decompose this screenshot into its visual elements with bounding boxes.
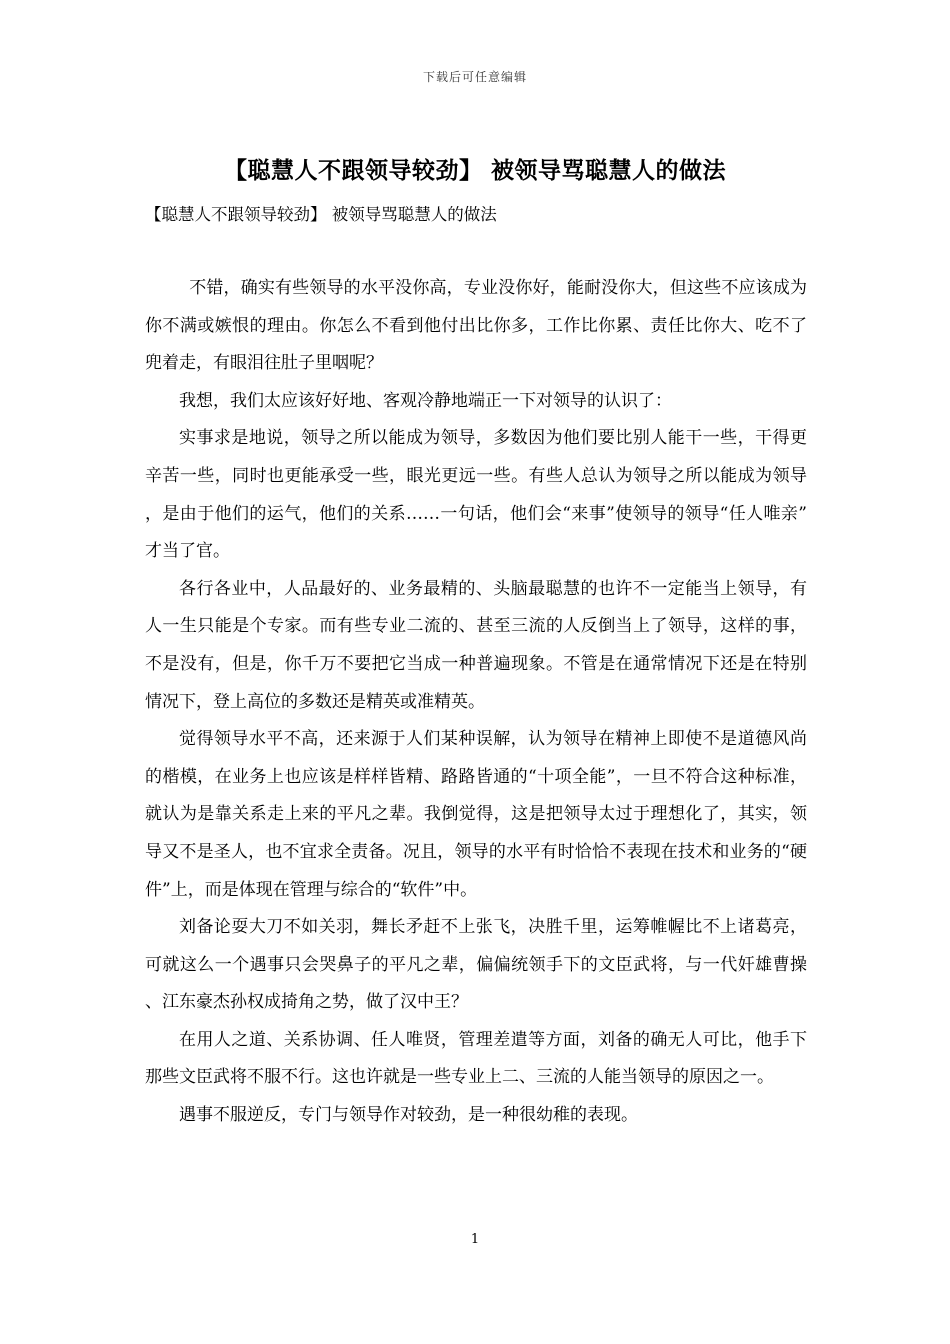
paragraph: 实事求是地说，领导之所以能成为领导，多数因为他们要比别人能干一些，干得更辛苦一些，同时也更能承受一些，眼光更远一些。有些人总认为领导之所以能成为领导，是由于他们的运气，他们的关系……一句话，他们会“来事”使领导的领导“任人唯亲”才当了官。 — [145, 428, 807, 562]
document-body — [145, 270, 807, 1135]
paragraph: 在用人之道、关系协调、任人唯贤，管理差遣等方面，刘备的确无人可比，他手下那些文臣武将不服不行。这也许就是一些专业上二、三流的人能当领导的原因之一。 — [145, 1029, 807, 1088]
header-note: 下载后可任意编辑 — [422, 70, 527, 84]
paragraph: 觉得领导水平不高，还来源于人们某种误解，认为领导在精神上即使不是道德风尚的楷模，在业务上也应该是样样皆精、路路皆通的“十项全能”，一旦不符合这种标准，就认为是靠关系走上来的平凡之辈。我倒觉得，这是把领导太过于理想化了，其实，领导又不是圣人，也不宜求全责备。况且，领导的水平有时恰恰不表现在技术和业务的“硬件”上，而是体现在管理与综合的“软件”中。 — [145, 729, 807, 900]
paragraph: 各行各业中，人品最好的、业务最精的、头脑最聪慧的也许不一定能当上领导，有人一生只能是个专家。而有些专业二流的、甚至三流的人反倒当上了领导，这样的事，不是没有，但是，你千万不要把它当成一种普遍现象。不管是在通常情况下还是在特别情况下，登上高位的多数还是精英或准精英。 — [145, 578, 807, 712]
document-title: 【聪慧人不跟领导较劲】 被领导骂聪慧人的做法 — [223, 157, 726, 184]
document-subtitle: 【聪慧人不跟领导较劲】 被领导骂聪慧人的做法 — [145, 205, 497, 224]
paragraph: 不错，确实有些领导的水平没你高，专业没你好，能耐没你大，但这些不应该成为你不满或嫉恨的理由。你怎么不看到他付出比你多，工作比你累、责任比你大、吃不了兜着走，有眼泪往肚子里咽呢？ — [145, 278, 807, 374]
paragraph: 我想，我们太应该好好地、客观冷静地端正一下对领导的认识了： — [179, 390, 672, 411]
paragraph: 遇事不服逆反，专门与领导作对较劲，是一种很幼稚的表现。 — [179, 1105, 638, 1126]
paragraph: 刘备论耍大刀不如关羽，舞长矛赶不上张飞，决胜千里，运筹帷幄比不上诸葛亮，可就这么一个遇事只会哭鼻子的平凡之辈，偏偏统领手下的文臣武将，与一代奸雄曹操、江东豪杰孙权成掎角之势，做了汉中王？ — [145, 917, 807, 1013]
page-number: 1 — [470, 1232, 480, 1247]
